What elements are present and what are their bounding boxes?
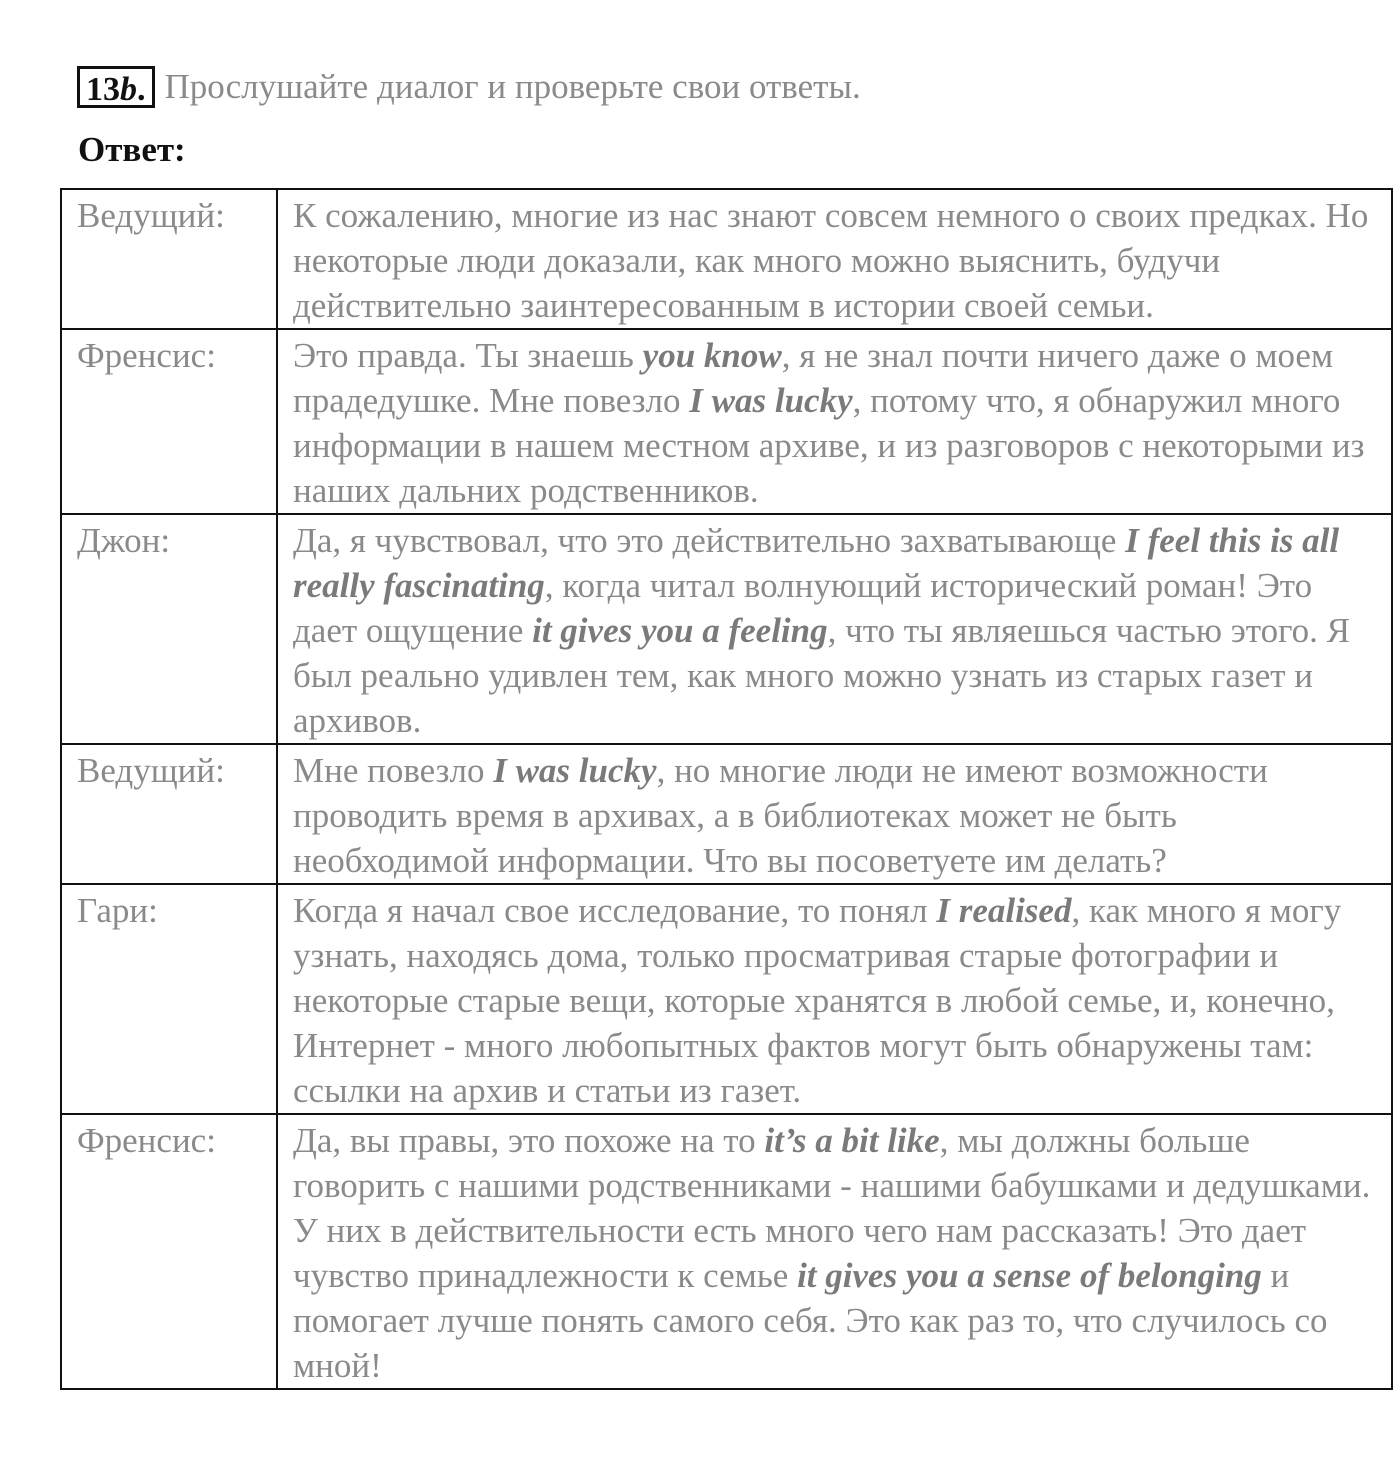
speech-segment: Это правда. Ты знаешь <box>293 336 643 375</box>
speech-segment: Мне повезло <box>293 751 494 790</box>
speech-segment: , что ты являешься частью этого. Я был реально удивлен тем, как много можно узнать из старых газет и архивов. <box>293 611 1350 740</box>
speech-segment: , но многие люди не имеют возможности проводить время в архивах, а в библиотеках может не быть необходимой информации. Что вы посоветуете им делать? <box>293 751 1268 880</box>
speaker-name: Гари: <box>61 884 277 1114</box>
task-number: 13 <box>86 71 120 108</box>
speech-segment: , мы должны больше говорить с нашими родственниками - нашими бабушками и дедушками. У них в действительности есть много чего нам рассказать! Это дает чувство принадлежности к семье <box>293 1121 1371 1295</box>
speech-segment: , как много я могу узнать, находясь дома, только просматривая старые фотографии и некоторые старые вещи, которые хранятся в любой семье, и, конечно, Интернет - много любопытных фактов могут быть обнаружены там: ссылки на архив и статьи из газет. <box>293 891 1342 1110</box>
speech-text <box>277 189 1392 329</box>
dialogue-row <box>61 514 1392 744</box>
english-phrase: I was lucky <box>493 751 657 790</box>
speaker-name: Ведущий: <box>61 189 277 329</box>
english-phrase: it’s a bit like <box>764 1121 940 1160</box>
english-phrase: you know <box>642 336 782 375</box>
task-header <box>77 62 861 112</box>
english-phrase: I feel this is all really fascinating <box>293 521 1340 605</box>
speaker-name: Френсис: <box>61 329 277 514</box>
dialogue-table <box>60 188 1393 1390</box>
dialogue-body <box>61 189 1392 1389</box>
speech-text <box>277 514 1392 744</box>
english-phrase: it gives you a sense of belonging <box>797 1256 1262 1295</box>
english-phrase: I realised <box>936 891 1072 930</box>
dialogue-row <box>61 884 1392 1114</box>
dialogue-row <box>61 189 1392 329</box>
english-phrase: it gives you a feeling <box>532 611 828 650</box>
speaker-name: Ведущий: <box>61 744 277 884</box>
speech-text <box>277 329 1392 514</box>
speech-segment: Да, я чувствовал, что это действительно захватывающе <box>293 521 1126 560</box>
dialogue-row <box>61 329 1392 514</box>
speech-segment: Когда я начал свое исследование, то понял <box>293 891 937 930</box>
speaker-name: Джон: <box>61 514 277 744</box>
speech-segment: , потому что, я обнаружил много информации в нашем местном архиве, и из разговоров с некоторыми из наших дальних родственников. <box>293 381 1365 510</box>
speech-text <box>277 744 1392 884</box>
english-phrase: I was lucky <box>689 381 853 420</box>
speaker-name: Френсис: <box>61 1114 277 1389</box>
speech-text <box>277 884 1392 1114</box>
speech-segment: и помогает лучше понять самого себя. Это как раз то, что случилось со мной! <box>293 1256 1328 1385</box>
task-number-badge <box>77 66 155 108</box>
speech-segment: , я не знал почти ничего даже о моем прадедушке. Мне повезло <box>293 336 1334 420</box>
task-dot: . <box>137 71 146 108</box>
speech-segment: К сожалению, многие из нас знают совсем немного о своих предках. Но некоторые люди доказали, как много можно выяснить, будучи действительно заинтересованным в истории своей семьи. <box>293 196 1369 325</box>
dialogue-row <box>61 1114 1392 1389</box>
task-instruction: Прослушайте диалог и проверьте свои ответы. <box>164 67 861 106</box>
speech-segment: Да, вы правы, это похоже на то <box>293 1121 765 1160</box>
dialogue-row <box>61 744 1392 884</box>
answer-label: Ответ: <box>78 130 186 169</box>
speech-segment: , когда читал волнующий исторический роман! Это дает ощущение <box>293 566 1313 650</box>
task-letter: b <box>120 71 137 108</box>
speech-text <box>277 1114 1392 1389</box>
